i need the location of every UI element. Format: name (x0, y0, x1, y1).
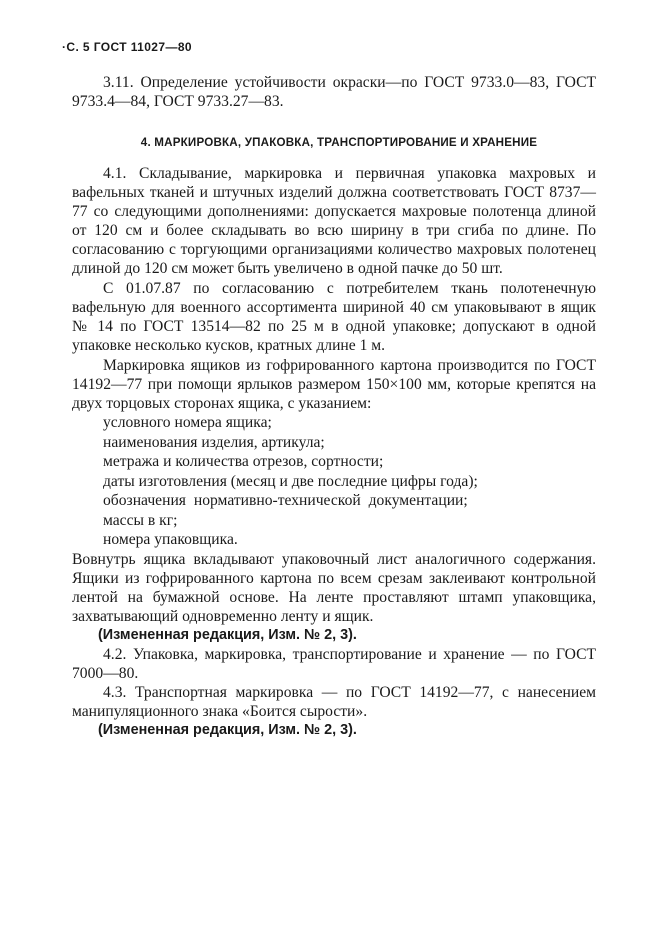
list-item: даты изготовления (месяц и две последние цифры года); (103, 472, 478, 490)
list-item: наименования изделия, артикула; (103, 433, 325, 451)
list-item: обозначения нормативно-технической документации; (103, 492, 468, 509)
list-item: условного номера ящика; (103, 414, 272, 431)
page-header: ·С. 5 ГОСТ 11027—80 (62, 40, 193, 54)
marking-list (72, 413, 596, 550)
list-item: метража и количества отрезов, сортности; (103, 453, 384, 470)
paragraph-4-1: 4.1. Складывание, маркировка и первичная упаковка махровых и вафельных тканей и штучных изделий должна соответствовать ГОСТ 8737—77 со следующими дополнениями: допускается махровые полотенца длиной от 120 см и более складывать во всю ширину в три сгиба по длине. По согласованию с торгующими организациями количество махровых полотенец длиной до 120 см может быть увеличено в одной пачке до 50 шт. (72, 165, 596, 277)
list-item: массы в кг; (103, 511, 178, 529)
document-body (72, 73, 596, 740)
edition-note: (Измененная редакция, Изм. № 2, 3). (98, 626, 357, 643)
paragraph-4-2: 4.2. Упаковка, маркировка, транспортирование и хранение — по ГОСТ 7000—80. (72, 645, 596, 682)
paragraph-4-3: 4.3. Транспортная маркировка — по ГОСТ 14192—77, с нанесением манипуляционного знака «Боится сырости». (72, 683, 596, 720)
paragraph-3-11: 3.11. Определение устойчивости окраски—по ГОСТ 9733.0—83, ГОСТ 9733.4—84, ГОСТ 9733.27—83. (72, 74, 596, 110)
paragraph-4-1-packing-list: Вовнутрь ящика вкладывают упаковочный лист аналогичного содержания. Ящики из гофрированного картона по всем срезам заклеивают контрольной лентой на бумажной основе. На ленте проставляют штамп упаковщика, захватывающий одновременно ленту и ящик. (72, 550, 596, 625)
paragraph-4-1-marking: Маркировка ящиков из гофрированного картона производится по ГОСТ 14192—77 при помощи ярлыков размером 150×100 мм, которые крепятся на двух торцовых сторонах ящика, с указанием: (72, 357, 596, 412)
section-4-title: 4. МАРКИРОВКА, УПАКОВКА, ТРАНСПОРТИРОВАНИЕ И ХРАНЕНИЕ (140, 136, 538, 149)
paragraph-4-1-military: С 01.07.87 по согласованию с потребителем ткань полотенечную вафельную для военного ассортимента шириной 40 см упаковывают в ящик № 14 по ГОСТ 13514—82 по 25 м в одной упаковке; допускают в одной упаковке несколько кусков, кратных длине 1 м. (72, 280, 596, 354)
edition-note: (Измененная редакция, Изм. № 2, 3). (98, 721, 357, 738)
list-item: номера упаковщика. (103, 531, 238, 548)
